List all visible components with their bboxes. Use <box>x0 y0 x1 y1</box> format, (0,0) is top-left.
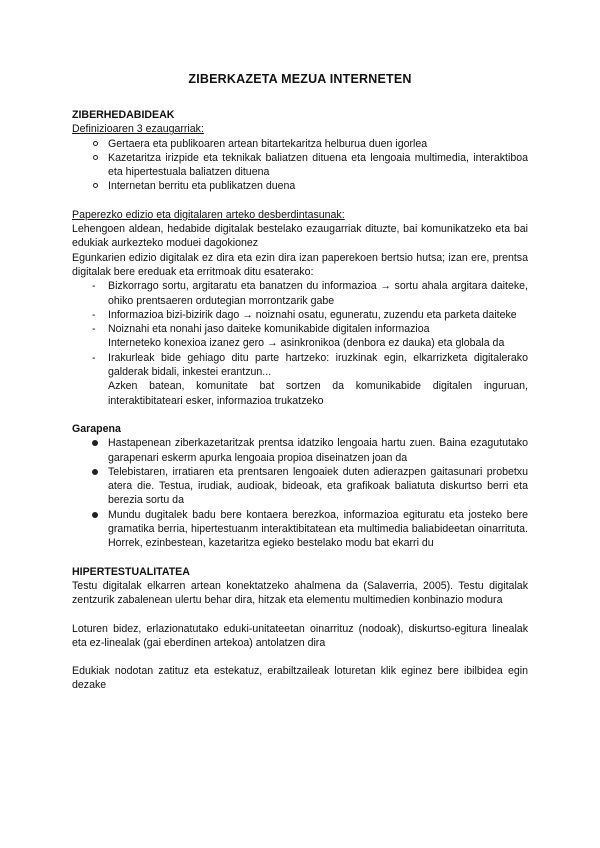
list-item-extra: Interneteko konexioa izanez gero → asinkronikoa (denbora ez dauka) eta globala da <box>108 337 505 350</box>
paragraph: Egunkarien edizio digitalak ez dira eta ezin dira izan paperekoen bertsio hutsa; izan ere, prentsa digitalak bere ereduak eta erritmoak ditu esaterako: <box>72 251 528 278</box>
page-title: ZIBERKAZETA MEZUA INTERNETEN <box>188 72 412 86</box>
paragraph: Loturen bidez, erlazionatutako eduki-unitateetan oinarrituz (nodoak), diskurtso-egitura linealak eta ez-linealak (gai eberdinen artekoa) antolatzen dira <box>72 622 528 649</box>
list-item: Gertaera eta publikoaren artean bitartekaritza helburua duen igorlea <box>72 137 528 151</box>
circle-bullet-icon <box>93 155 98 160</box>
garapena-list <box>72 436 528 550</box>
paragraph: Edukiak nodotan zatituz eta estekatuz, erabiltzaileak loturetan klik eginez bere ibilbidea egin dezake <box>72 665 528 692</box>
document-body <box>72 108 528 693</box>
paragraph: Testu digitalak elkarren artean konektatzeko ahalmena da (Salaverria, 2005). Testu digitalak zentzurik zabalenean ulertu behar dira, hitzak eta elementu multimedien konbinazio modura <box>72 579 528 607</box>
dash-bullet: - <box>92 323 96 336</box>
disc-bullet-icon <box>92 512 98 518</box>
list-item: Internetan berritu eta publikatzen duena <box>72 179 528 193</box>
list-item: - Informazioa bizi-bizirik dago → noiznahi osatu, eguneratu, zuzendu eta parketa daiteke <box>92 308 517 321</box>
definition-label: Definizioaren 3 ezaugarriak: <box>72 123 204 136</box>
list-item: - Irakurleak bide gehiago ditu parte hartzeko: iruzkinak egin, elkarrizketa digitalerako galderak bidali, inkestei erantzun... Azken batean, komunitate bat sortzen da komunikabide digitalen inguruan, interaktibitateari esker, informazioa trukatzeko <box>92 351 528 407</box>
dash-bullet: - <box>92 351 96 364</box>
differences-list <box>72 279 528 408</box>
dash-bullet: - <box>92 280 96 293</box>
section-heading-ziberhedabideak: ZIBERHEDABIDEAK <box>72 109 175 121</box>
list-item: Kazetaritza irizpide eta teknikak baliatzen dituena eta lengoaia multimedia, interaktiboa eta hipertestuala baliatzen dituena <box>72 151 528 180</box>
differences-label: Paperezko edizio eta digitalaren arteko desberdintasunak: <box>72 208 345 221</box>
section-heading-garapena: Garapena <box>72 422 121 435</box>
circle-bullet-icon <box>93 141 98 146</box>
disc-bullet-icon <box>92 469 98 475</box>
circle-bullet-icon <box>93 183 98 188</box>
paragraph: Lehengoen aldean, hedabide digitalak bestelako ezaugarriak dituzte, bai komunikatzeko eta bai edukiak aurkezteko moduei dagokionez <box>72 223 528 250</box>
list-item-extra: Azken batean, komunitate bat sortzen da komunikabide digitalen inguruan, interaktibitateari esker, informazioa trukatzeko <box>108 380 528 407</box>
list-item: Telebistaren, irratiaren eta prentsaren lengoaiek duten adierazpen gaitasunari probetxu atera die. Testua, irudiak, audioak, bideoak, eta grafikoak baliatuta diskurtso berri eta berezia sortu da <box>72 465 528 508</box>
dash-bullet: - <box>92 308 96 321</box>
definition-list <box>72 137 528 194</box>
list-item: Mundu dugitalek badu bere kontaera berezkoa, informazioa egituratu eta josteko bere gramatika berria, hipertestuanm interaktibitatean eta multimedia baliabideetan oinarrituta. Horrek, ezinbestean, kazetaritza egieko bestelako modu bat ekarri du <box>72 508 528 551</box>
list-item: Hastapenean ziberkazetaritzak prentsa idatziko lengoaia hartu zuen. Baina ezagututako garapenari eskerm apurka lengoaia propioa diseinatzen joan da <box>72 436 528 465</box>
list-item: - Noiznahi eta nonahi jaso daiteke komunikabide digitalen informazioa Interneteko konexioa izanez gero → asinkronikoa (denbora ez dauka) eta globala da <box>92 323 505 350</box>
disc-bullet-icon <box>92 440 98 446</box>
list-item: - Bizkorrago sortu, argitaratu eta banatzen du informazioa → sortu ahala argitara daiteke, ohiko prentsaeren ordutegian morrontzarik gabe <box>92 280 528 307</box>
section-heading-hipertestualitatea: HIPERTESTUALITATEA <box>72 565 190 578</box>
